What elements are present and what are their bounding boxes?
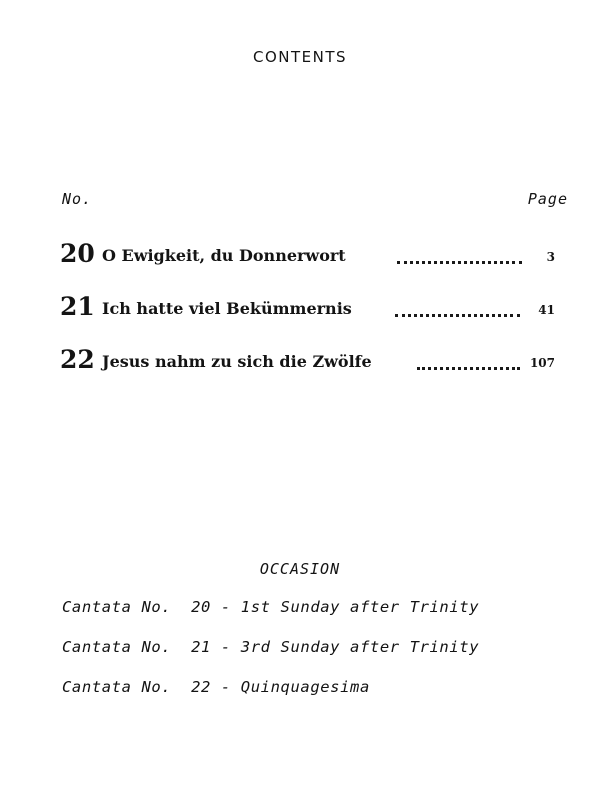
occasion-name: Quinquagesima [240,678,370,696]
occasion-row: Cantata No. 20 - 1st Sunday after Trinity [62,598,480,616]
occasion-row: Cantata No. 21 - 3rd Sunday after Trinity [62,638,480,656]
cantata-number: 22 [191,678,211,696]
cantata-number: 21 [191,638,211,656]
toc-entry [60,290,555,322]
occasion-heading: OCCASION [259,560,341,578]
cantata-title: O Ewigkeit, du Donnerwort [102,246,346,265]
cantata-number: 20 [60,239,95,268]
page-column-heading: Page [527,190,568,208]
cantata-number: 22 [60,345,95,374]
cantata-title: Jesus nahm zu sich die Zwölfe [102,352,372,371]
cantata-number: 20 [191,598,211,616]
occasion-name: 1st Sunday after Trinity [240,598,480,616]
cantata-title: Ich hatte viel Bekümmernis [102,299,352,318]
toc-entry [60,343,555,375]
cantata-label: Cantata No. [62,638,172,656]
cantata-number: 21 [60,292,95,321]
dot-leader [417,359,520,370]
page-number: 107 [529,356,555,370]
dot-leader [395,306,520,317]
occasion-row: Cantata No. 22 - Quinquagesima [62,678,370,696]
page-title: CONTENTS [252,48,348,66]
toc-entry [60,237,555,269]
occasion-name: 3rd Sunday after Trinity [240,638,480,656]
cantata-label: Cantata No. [62,678,172,696]
dot-leader [397,253,522,264]
page-number: 41 [538,303,555,317]
page-number: 3 [546,250,555,264]
cantata-label: Cantata No. [62,598,172,616]
number-column-heading: No. [62,190,93,208]
